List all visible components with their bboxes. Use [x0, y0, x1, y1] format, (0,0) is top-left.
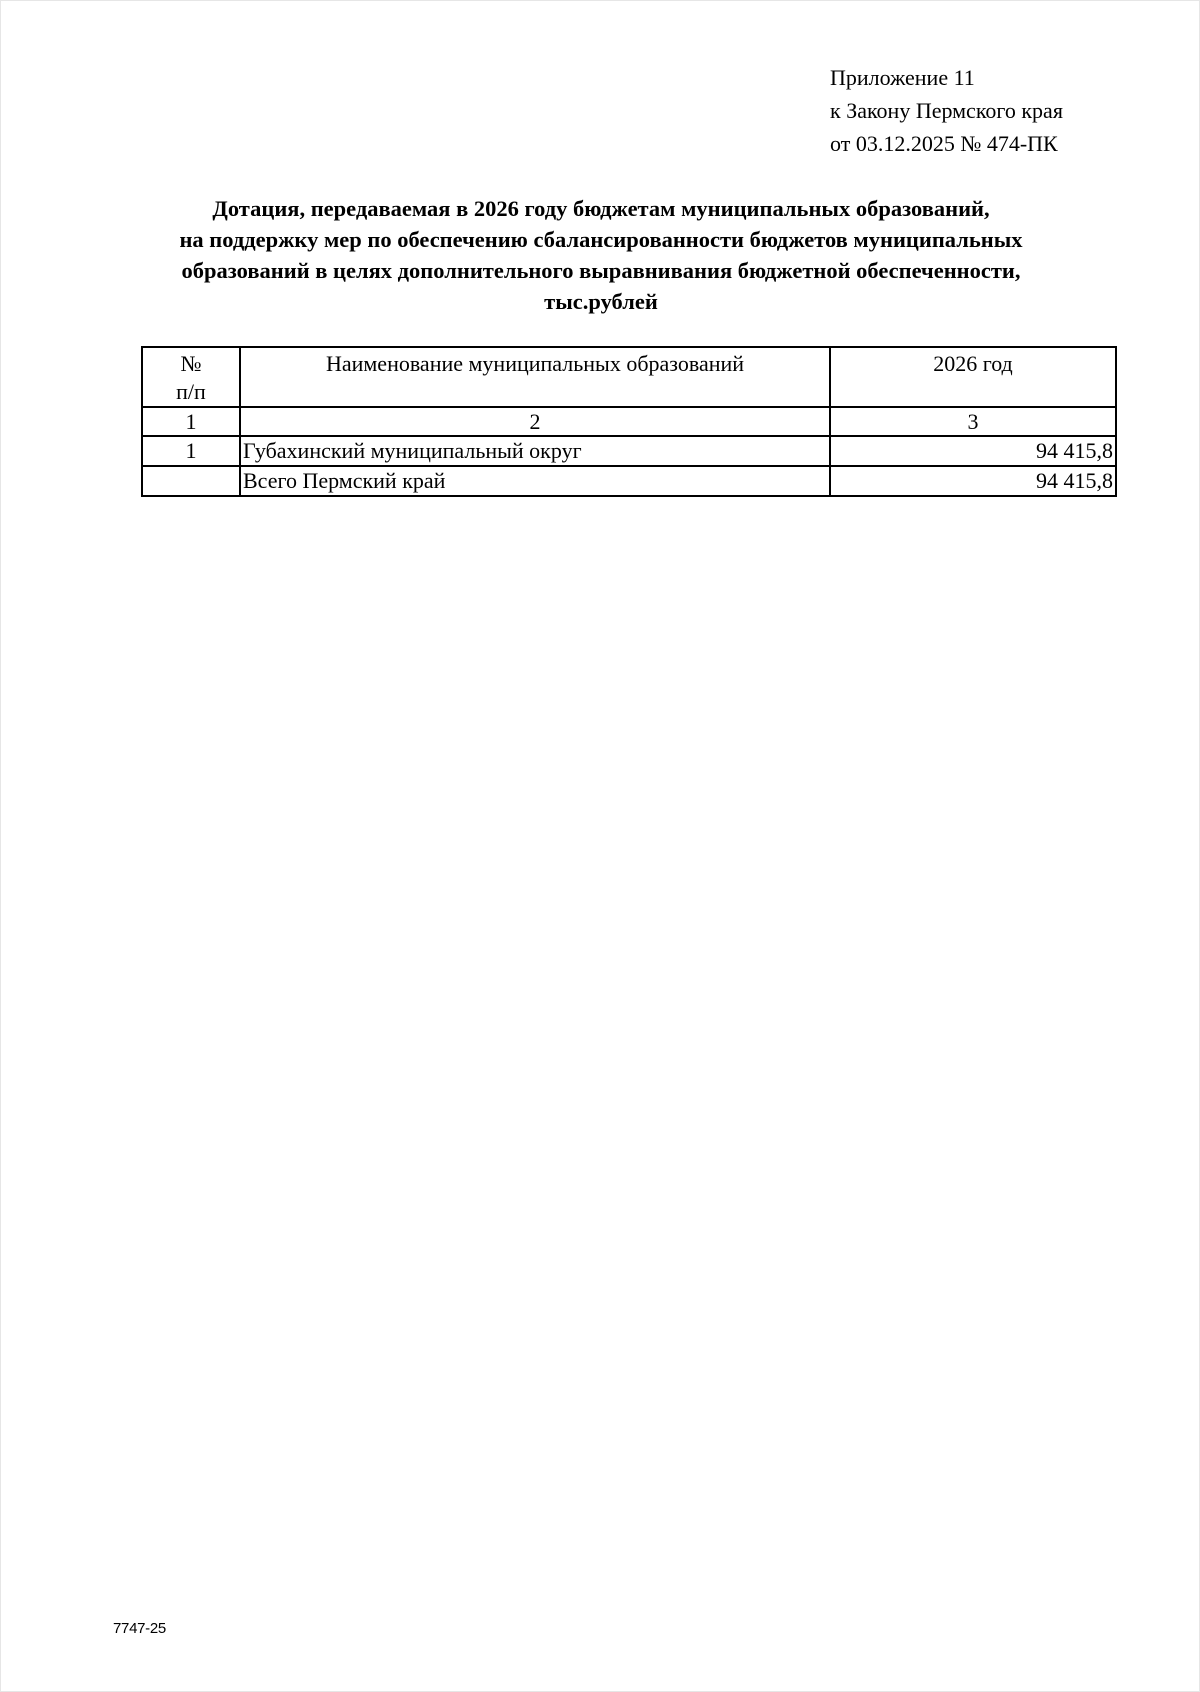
row-value: 94 415,8 — [830, 436, 1116, 466]
total-value: 94 415,8 — [830, 466, 1116, 496]
title-line-2: на поддержку мер по обеспечению сбалансированности бюджетов муниципальных — [179, 227, 1023, 252]
document-title — [141, 193, 1061, 317]
title-line-3: образований в целях дополнительного выравнивания бюджетной обеспеченности, — [181, 258, 1021, 283]
header-number-line-2: п/п — [176, 379, 206, 404]
header-number-line-1: № — [180, 351, 202, 376]
document-number: 7747-25 — [113, 1620, 166, 1637]
total-row — [142, 466, 1116, 496]
total-number — [142, 466, 240, 496]
appendix-reference — [830, 61, 1063, 160]
column-number-2: 2 — [240, 407, 830, 436]
row-name: Губахинский муниципальный округ — [240, 436, 830, 466]
title-line-1: Дотация, передаваемая в 2026 году бюджетам муниципальных образований, — [212, 196, 990, 221]
header-number — [142, 347, 240, 407]
column-number-row — [142, 407, 1116, 436]
column-number-1: 1 — [142, 407, 240, 436]
appendix-line-1: Приложение 11 — [830, 65, 975, 90]
table-row — [142, 436, 1116, 466]
header-year: 2026 год — [830, 347, 1116, 407]
total-name: Всего Пермский край — [240, 466, 830, 496]
column-number-3: 3 — [830, 407, 1116, 436]
table-header-row — [142, 347, 1116, 407]
subsidy-table — [141, 346, 1117, 497]
header-name: Наименование муниципальных образований — [240, 347, 830, 407]
title-line-4: тыс.рублей — [544, 289, 658, 314]
row-number: 1 — [142, 436, 240, 466]
appendix-line-3: от 03.12.2025 № 474-ПК — [830, 131, 1058, 156]
appendix-line-2: к Закону Пермского края — [830, 98, 1063, 123]
